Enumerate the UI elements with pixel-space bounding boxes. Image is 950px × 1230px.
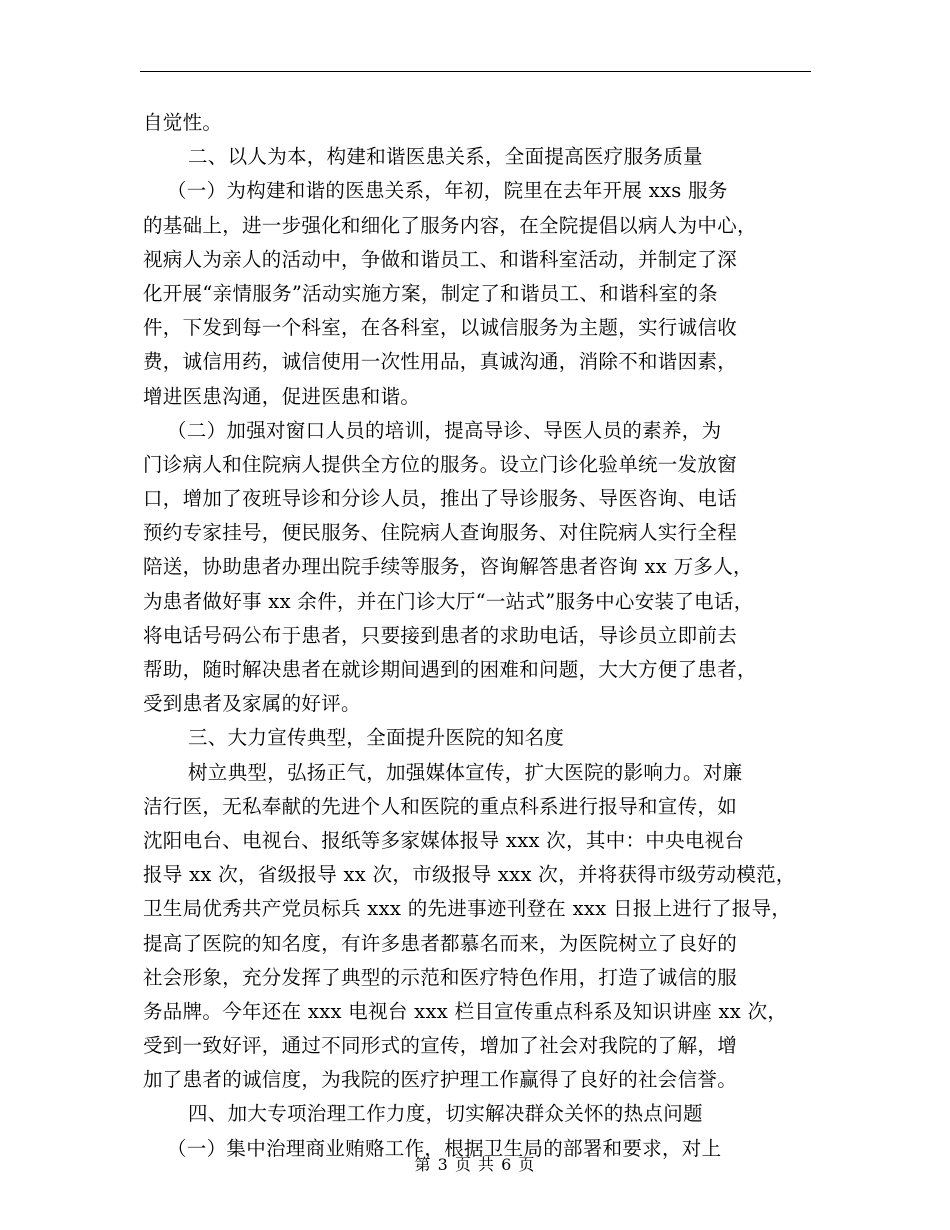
document-body [143, 106, 833, 1166]
text-line: 件，下发到每一个科室，在各科室，以诚信服务为主题，实行诚信收 [143, 316, 738, 340]
text-line: 社会形象，充分发挥了典型的示范和医疗特色作用，打造了诚信的服 [143, 965, 738, 989]
text-line: 视病人为亲人的活动中，争做和谐员工、和谐科室活动，并制定了深 [143, 247, 738, 271]
text-line: 加了患者的诚信度，为我院的医疗护理工作赢得了良好的社会信誉。 [143, 1068, 738, 1092]
text-line: 二、以人为本，构建和谐医患关系，全面提高医疗服务质量 [188, 145, 703, 169]
text-line: 沈阳电台、电视台、报纸等多家媒体报导 xxx 次，其中：中央电视台 [143, 828, 745, 852]
text-line: 费，诚信用药，诚信使用一次性用品，真诚沟通，消除不和谐因素， [143, 350, 738, 374]
page-footer: 第 3 页 共 6 页 [414, 1155, 536, 1174]
text-line: 门诊病人和住院病人提供全方位的服务。设立门诊化验单统一发放窗 [143, 452, 738, 476]
text-line: 受到患者及家属的好评。 [143, 692, 361, 716]
text-line: （二）加强对窗口人员的培训，提高导诊、导医人员的素养，为 [167, 418, 722, 442]
text-line: 陪送，协助患者办理出院手续等服务，咨询解答患者咨询 xx 万多人， [143, 555, 753, 579]
text-line: 预约专家挂号，便民服务、住院病人查询服务、对住院病人实行全程 [143, 521, 738, 545]
text-line: 三、大力宣传典型，全面提升医院的知名度 [188, 726, 565, 750]
text-line: 务品牌。今年还在 xxx 电视台 xxx 栏目宣传重点科系及知识讲座 xx 次， [143, 999, 788, 1023]
text-line: 增进医患沟通，促进医患和谐。 [143, 384, 421, 408]
text-line: （一）集中治理商业贿赂工作，根据卫生局的部署和要求，对上 [167, 1136, 722, 1160]
text-line: 为患者做好事 xx 余件，并在门诊大厅“一站式”服务中心安装了电话， [143, 589, 754, 613]
text-line: 口，增加了夜班导诊和分诊人员，推出了导诊服务、导医咨询、电话 [143, 487, 738, 511]
text-line: 报导 xx 次，省级报导 xx 次，市级报导 xxx 次，并将获得市级劳动模范， [143, 863, 796, 887]
header-rule [140, 71, 811, 72]
text-line: 四、加大专项治理工作力度，切实解决群众关怀的热点问题 [188, 1102, 703, 1126]
text-line: （一）为构建和谐的医患关系，年初，院里在去年开展 xxs 服务 [167, 179, 728, 203]
text-line: 受到一致好评，通过不同形式的宣传，增加了社会对我院的了解，增 [143, 1034, 738, 1058]
text-line: 自觉性。 [143, 111, 223, 134]
text-line: 帮助，随时解决患者在就诊期间遇到的困难和问题，大大方便了患者， [143, 658, 757, 681]
text-line: 树立典型，弘扬正气，加强媒体宣传，扩大医院的影响力。对廉 [188, 760, 743, 784]
text-line: 将电话号码公布于患者，只要接到患者的求助电话，导诊员立即前去 [143, 623, 738, 647]
text-line: 提高了医院的知名度，有许多患者都慕名而来，为医院树立了良好的 [143, 931, 738, 955]
text-line: 卫生局优秀共产党员标兵 xxx 的先进事迹刊登在 xxx 日报上进行了报导， [143, 897, 792, 921]
text-line: 化开展“亲情服务”活动实施方案，制定了和谐员工、和谐科室的条 [143, 281, 718, 305]
text-line: 洁行医，无私奉献的先进个人和医院的重点科系进行报导和宣传，如 [143, 794, 738, 818]
text-line: 的基础上，进一步强化和细化了服务内容，在全院提倡以病人为中心， [143, 213, 757, 237]
